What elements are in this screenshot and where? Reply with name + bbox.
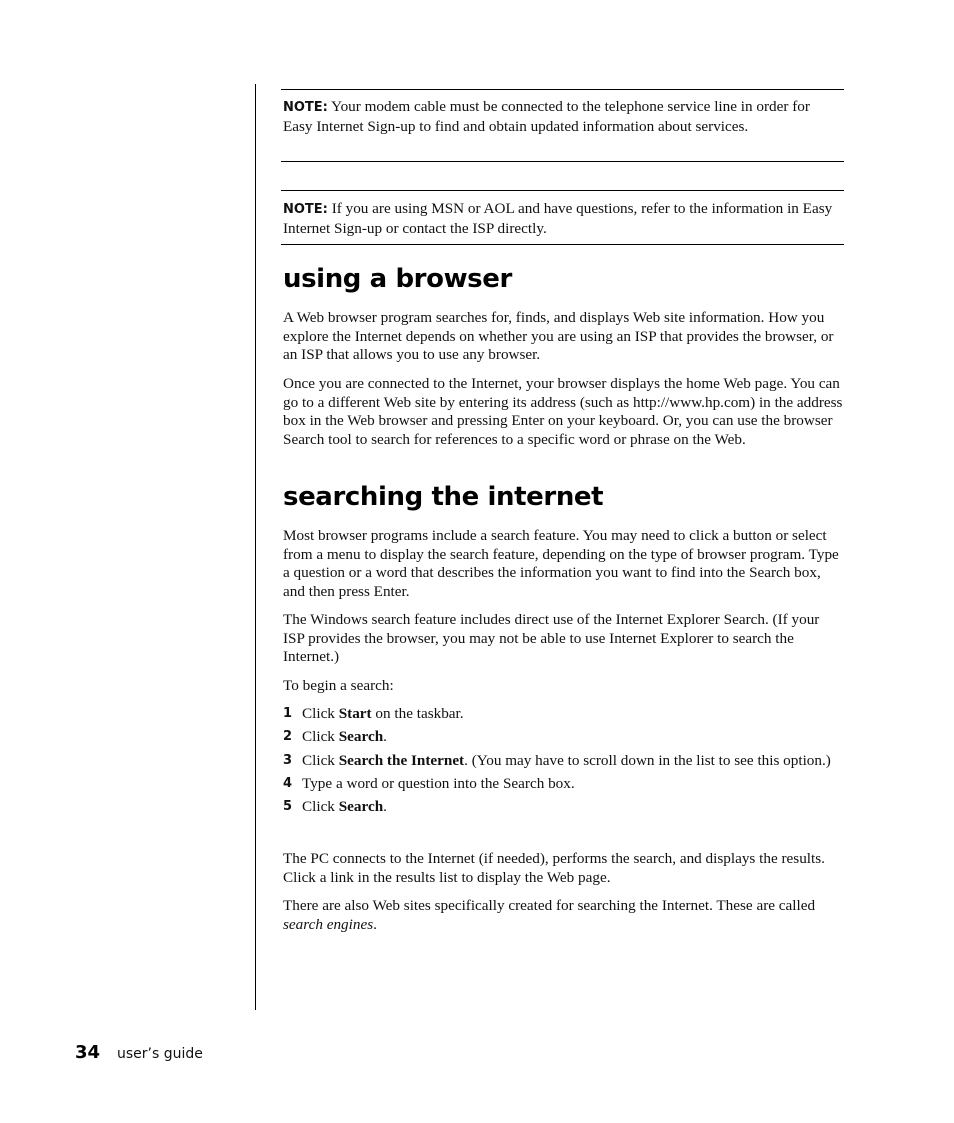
search-steps-list — [283, 705, 843, 821]
note-label: NOTE: — [283, 100, 328, 115]
step-number: 5 — [283, 799, 293, 815]
step-number: 1 — [283, 706, 293, 721]
step-number: 4 — [283, 775, 293, 791]
paragraph-browser-intro: A Web browser program searches for, finds, and displays Web site information. How you explore the Internet depends on whether you are using an ISP that provides the browser, or an ISP that allows you to use any browser. — [283, 309, 834, 364]
heading-using-a-browser: using a browser — [283, 264, 512, 294]
list-item — [283, 752, 843, 771]
step-text: Click Search. — [302, 798, 387, 816]
footer-guide-label: user’s guide — [117, 1046, 203, 1062]
paragraph-begin-search: To begin a search: — [283, 677, 394, 694]
step-text: Type a word or question into the Search box. — [302, 774, 575, 792]
list-item — [283, 798, 843, 817]
step-text: Click Search the Internet. (You may have to scroll down in the list to see this option.) — [302, 751, 831, 769]
note-label: NOTE: — [283, 202, 328, 217]
list-item — [283, 775, 843, 794]
note-text: NOTE: Your modem cable must be connected to the telephone service line in order for Easy Internet Sign-up to find and obtain updated information about services. — [283, 98, 810, 135]
step-number: 3 — [283, 752, 293, 768]
list-item — [283, 728, 843, 747]
margin-rule — [255, 84, 256, 1010]
step-text: Click Search. — [302, 728, 387, 746]
step-text: Click Start on the taskbar. — [302, 705, 464, 722]
note-text: NOTE: If you are using MSN or AOL and have questions, refer to the information in Easy Internet Sign-up or contact the ISP directly. — [283, 200, 833, 237]
step-number: 2 — [283, 729, 293, 745]
page-number: 34 — [75, 1042, 101, 1063]
note-msn-aol — [281, 190, 844, 245]
note-modem-cable — [281, 89, 844, 162]
paragraph-pc-connects: The PC connects to the Internet (if needed), performs the search, and displays the results. Click a link in the results list to display the Web page. — [283, 850, 825, 886]
paragraph-browser-home: Once you are connected to the Internet, your browser displays the home Web page. You can go to a different Web site by entering its address (such as http://www.hp.com) in the address box in the Web browser and pressing Enter on your keyboard. Or, you can use the browser Search tool to search for references to a specific word or phrase on the Web. — [283, 375, 843, 449]
paragraph-search-feature: Most browser programs include a search feature. You may need to click a button or select from a menu to display the search feature, depending on the type of browser program. Type a question or a word that describes the information you want to find into the Search box, and then press Enter. — [283, 527, 839, 601]
paragraph-windows-search: The Windows search feature includes direct use of the Internet Explorer Search. (If your ISP provides the browser, you may not be able to use Internet Explorer to search the Internet.) — [283, 611, 820, 666]
list-item — [283, 705, 843, 724]
paragraph-search-engines: There are also Web sites specifically created for searching the Internet. These are called search engines. — [283, 897, 816, 933]
heading-searching-the-internet: searching the internet — [283, 482, 604, 512]
